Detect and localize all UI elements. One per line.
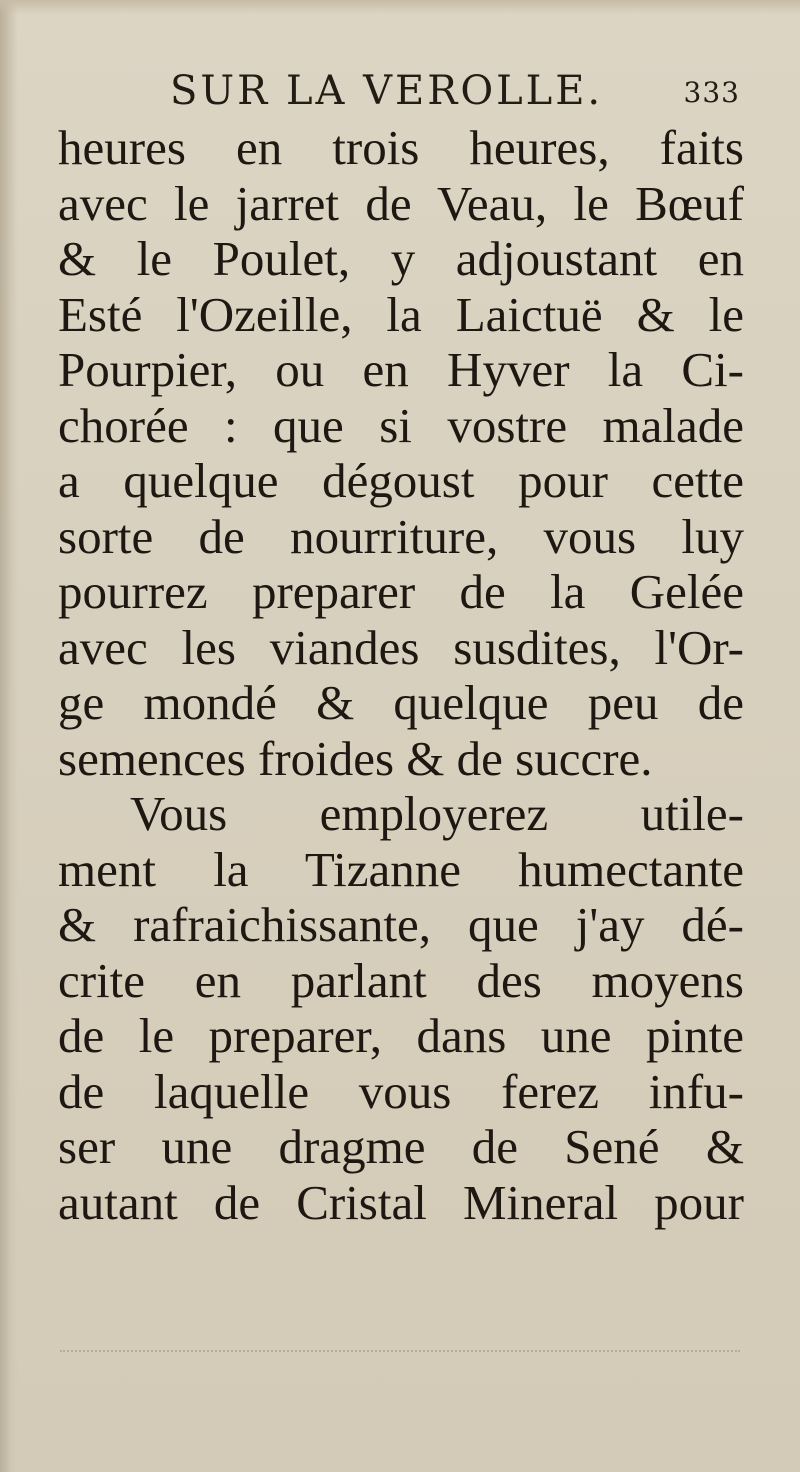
text-line: chorée : que si vostre malade [58, 397, 744, 453]
page-top-shadow [0, 0, 800, 14]
text-line: semences froides & de succre. [58, 730, 653, 786]
text-line: sorte de nourriture, vous luy [58, 508, 744, 564]
text-line: de le preparer, dans une pinte [58, 1008, 744, 1063]
text-line: ser une dragme de Sené & [58, 1119, 744, 1174]
text-line: crite en parlant des moyens [58, 952, 744, 1008]
text-line: Pourpier, ou en Hyver la Ci- [58, 342, 744, 397]
text-line: autant de Cristal Mineral pour [58, 1174, 744, 1230]
paragraph-first-line: Vous employerez utile- [130, 786, 744, 841]
text-line: de laquelle vous ferez infu- [58, 1063, 744, 1119]
text-line: a quelque dégoust pour cette [58, 453, 744, 508]
text-line: Esté l'Ozeille, la Laictuë & le [58, 286, 744, 342]
running-head [60, 62, 740, 122]
page-gutter-shadow [0, 0, 18, 1472]
text-line: heures en trois heures, faits [58, 120, 744, 175]
text-line: pourrez preparer de la Gelée [58, 564, 744, 619]
text-line: avec le jarret de Veau, le Bœuf [58, 175, 744, 231]
text-line: ment la Tizanne humectante [58, 841, 744, 897]
text-line: ge mondé & quelque peu de [58, 675, 744, 730]
body-text [58, 120, 744, 1230]
text-line: & rafraichissante, que j'ay dé- [58, 897, 744, 952]
page-bottom-specks [60, 1350, 740, 1360]
running-head-title: SUR LA VEROLLE. [170, 68, 604, 114]
page-number: 333 [683, 76, 740, 109]
text-line: avec les viandes susdites, l'Or- [58, 619, 744, 675]
text-line: & le Poulet, y adjoustant en [58, 231, 744, 286]
